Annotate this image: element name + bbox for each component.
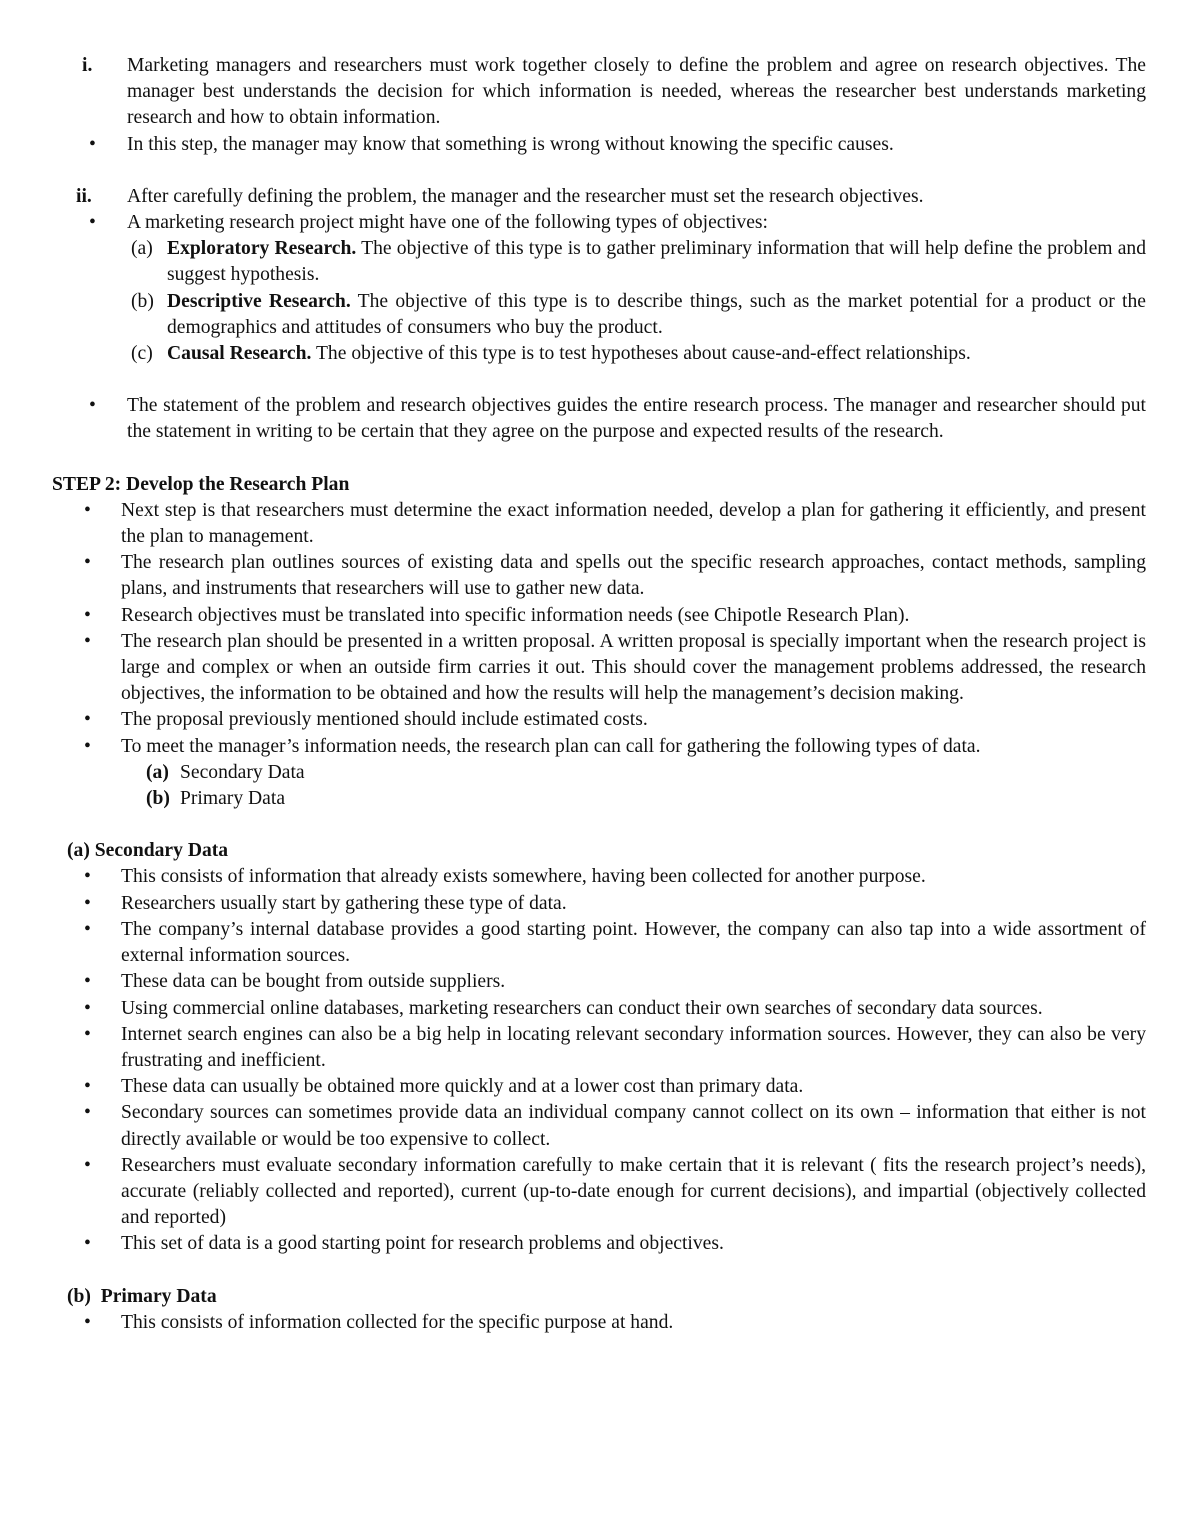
bullet-text: The research plan should be presented in a written proposal. A written proposal is specially important when the research project is large and complex or when an outside firm carries it out. This should cover the management problems addressed, the research objectives, the information to be obtained and how the results will help the management’s decision making. — [121, 630, 1146, 705]
bullet-item — [0, 864, 1200, 890]
objective-text: The objective of this type is to describe things, such as the market potential for a product or the demographics and attitudes of consumers who buy the product. — [167, 290, 1146, 338]
bullet-item — [0, 1074, 1200, 1100]
bullet-text: The proposal previously mentioned should include estimated costs. — [121, 709, 648, 731]
bullet-text: Researchers must evaluate secondary information carefully to make certain that it is relevant ( fits the research project’s needs), accurate (reliably collected and reported), current (up-to-date enough for current decisions), and impartial (objectively collected and reported) — [121, 1154, 1146, 1229]
objective-label: (a) — [131, 238, 153, 260]
objective-item-causal — [0, 341, 1200, 367]
bullet-text: This consists of information that already exists somewhere, having been collected for another purpose. — [121, 866, 926, 888]
bullet-icon: • — [84, 1311, 91, 1333]
bullet-text: Secondary sources can sometimes provide data an individual company cannot collect on its own – information that either is not directly available or would be too expensive to collect. — [121, 1102, 1146, 1150]
bullet-text: These data can usually be obtained more quickly and at a lower cost than primary data. — [121, 1076, 804, 1098]
numbered-item-ii — [0, 184, 1200, 210]
item-text: Marketing managers and researchers must work together closely to define the problem and agree on research objectives. The manager best understands the decision for which information is needed, whereas the researcher best understands marketing research and how to obtain information. — [127, 55, 1146, 129]
bullet-icon: • — [89, 395, 96, 417]
bullet-item — [0, 498, 1200, 550]
objective-term: Exploratory Research. — [167, 238, 357, 260]
bullet-item — [0, 1100, 1200, 1152]
section-heading-secondary-data: (a) Secondary Data — [67, 840, 229, 862]
bullet-item — [0, 603, 1200, 629]
bullet-icon: • — [84, 1154, 91, 1176]
bullet-text: Using commercial online databases, marketing researchers can conduct their own searches of secondary data sources. — [121, 997, 1043, 1019]
bullet-icon: • — [84, 997, 91, 1019]
bullet-item — [0, 969, 1200, 995]
objective-text: The objective of this type is to test hypotheses about cause-and-effect relationships. — [311, 343, 971, 365]
bullet-item — [0, 1022, 1200, 1074]
objective-term: Descriptive Research. — [167, 290, 351, 312]
data-type-label: (b) — [146, 788, 170, 810]
bullet-text: The research plan outlines sources of existing data and spells out the specific research approaches, contact methods, sampling plans, and instruments that researchers will use to gather new data. — [121, 552, 1146, 600]
bullet-icon: • — [84, 630, 91, 652]
bullet-item — [0, 132, 1200, 158]
bullet-text: The statement of the problem and research objectives guides the entire research process. The manager and researcher should put the statement in writing to be certain that they agree on the purpose and expected results of the research. — [127, 395, 1146, 443]
bullet-item — [0, 1231, 1200, 1257]
bullet-item — [0, 629, 1200, 708]
document-page — [0, 53, 1200, 1336]
bullet-item — [0, 1310, 1200, 1336]
section-heading-primary-data: (b) Primary Data — [67, 1285, 217, 1307]
data-type-label: (a) — [146, 761, 169, 783]
objective-text: The objective of this type is to gather preliminary information that will help define the problem and suggest hypothesis. — [167, 238, 1147, 286]
bullet-text: In this step, the manager may know that something is wrong without knowing the specific causes. — [127, 133, 894, 155]
section-heading-step2: STEP 2: Develop the Research Plan — [52, 473, 350, 495]
bullet-icon: • — [84, 918, 91, 940]
item-number: i. — [82, 55, 93, 76]
bullet-icon: • — [84, 892, 91, 914]
bullet-text: Next step is that researchers must determine the exact information needed, develop a plan for gathering it efficiently, and present the plan to management. — [121, 499, 1146, 548]
bullet-text: Internet search engines can also be a big help in locating relevant secondary information sources. However, they can also be very frustrating and inefficient. — [121, 1023, 1146, 1071]
bullet-text: A marketing research project might have one of the following types of objectives: — [127, 212, 768, 234]
bullet-item — [0, 917, 1200, 969]
bullet-icon: • — [84, 1233, 91, 1255]
bullet-text: Researchers usually start by gathering these type of data. — [121, 892, 567, 914]
item-text: After carefully defining the problem, the manager and the researcher must set the research objectives. — [127, 185, 924, 207]
bullet-icon: • — [84, 709, 91, 731]
objective-term: Causal Research. — [167, 343, 312, 365]
item-number: ii. — [76, 185, 92, 207]
bullet-icon: • — [84, 1102, 91, 1124]
bullet-item — [0, 210, 1200, 236]
bullet-icon: • — [84, 1023, 91, 1045]
bullet-icon: • — [84, 971, 91, 993]
objective-item-descriptive — [0, 289, 1200, 341]
bullet-text: The company’s internal database provides a good starting point. However, the company can also tap into a wide assortment of external information sources. — [121, 918, 1146, 967]
bullet-text: These data can be bought from outside suppliers. — [121, 971, 506, 993]
bullet-item — [0, 891, 1200, 917]
numbered-item-i — [0, 53, 1200, 132]
bullet-item — [0, 996, 1200, 1022]
bullet-item — [0, 393, 1200, 445]
objective-item-exploratory — [0, 236, 1200, 288]
data-type-item-secondary — [0, 760, 1200, 786]
objective-label: (c) — [131, 343, 153, 365]
bullet-text: This consists of information collected for the specific purpose at hand. — [121, 1311, 674, 1333]
bullet-text: Research objectives must be translated into specific information needs (see Chipotle Research Plan). — [121, 604, 910, 626]
bullet-item — [0, 550, 1200, 602]
bullet-icon: • — [84, 604, 91, 626]
bullet-icon: • — [89, 133, 96, 155]
bullet-icon: • — [84, 499, 91, 521]
data-type-text: Secondary Data — [180, 761, 305, 783]
bullet-item — [0, 707, 1200, 733]
data-type-text: Primary Data — [180, 788, 286, 810]
bullet-text: To meet the manager’s information needs, the research plan can call for gathering the following types of data. — [121, 735, 981, 757]
bullet-icon: • — [84, 1076, 91, 1098]
bullet-icon: • — [89, 212, 96, 234]
bullet-item — [0, 734, 1200, 760]
bullet-text: This set of data is a good starting point for research problems and objectives. — [121, 1233, 724, 1255]
bullet-item — [0, 1153, 1200, 1232]
bullet-icon: • — [84, 735, 91, 757]
objective-label: (b) — [131, 290, 154, 312]
bullet-icon: • — [84, 552, 91, 574]
bullet-icon: • — [84, 866, 91, 888]
data-type-item-primary — [0, 786, 1200, 812]
